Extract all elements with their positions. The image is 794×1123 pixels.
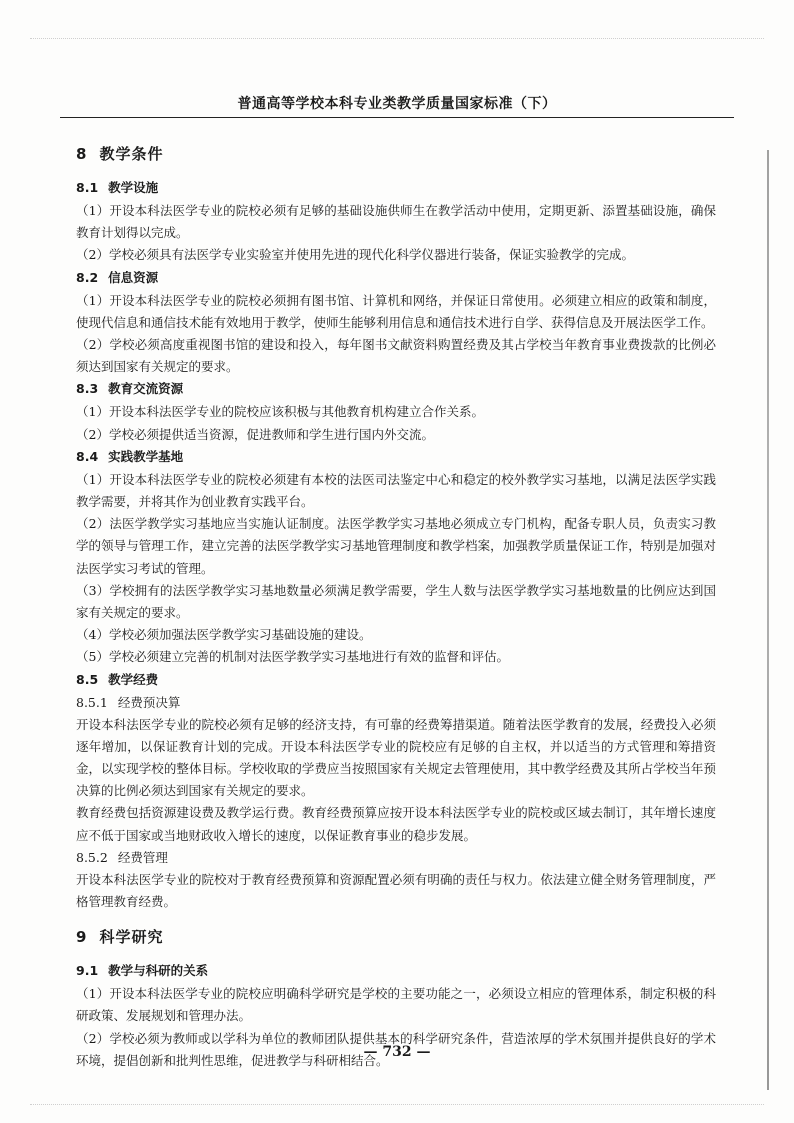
scan-edge-shadow	[767, 150, 769, 1090]
paragraph: （2）学校必须提供适当资源，促进教师和学生进行国内外交流。	[76, 426, 434, 442]
subsection-heading: 8.2 信息资源	[76, 269, 159, 285]
paragraph: （5）学校必须建立完善的机制对法医学教学实习基地进行有效的监督和评估。	[76, 649, 509, 665]
paragraph: （1）开设本科法医学专业的院校必须有足够的基础设施供师生在教学活动中使用，定期更新、添置基础设施，确保教育计划得以完成。	[76, 203, 716, 241]
sub-subsection-heading: 8.5.2 经费管理	[76, 849, 168, 865]
page-body	[76, 143, 716, 1072]
section-heading: 9 科学研究	[76, 928, 164, 947]
paragraph: 教育经费包括资源建设费及教学运行费。教育经费预算应按开设本科法医学专业的院校或区域去制订，其年增长速度应不低于国家或当地财政收入增长的速度，以保证教育事业的稳步发展。	[76, 805, 716, 843]
section-heading: 8 教学条件	[76, 145, 164, 163]
paragraph: （2）法医学教学实习基地应当实施认证制度。法医学教学实习基地必须成立专门机构，配备专职人员，负责实习教学的领导与管理工作，建立完善的法医学教学实习基地管理制度和教学档案，加强教学质量保证工作，特别是加强对法医学实习考试的管理。	[76, 516, 716, 576]
paragraph: （4）学校必须加强法医学教学实习基础设施的建设。	[76, 627, 372, 643]
page-number: — 732 —	[363, 1044, 431, 1060]
scan-artifact-bottom	[30, 1104, 764, 1106]
subsection-heading: 8.4 实践教学基地	[76, 448, 184, 464]
running-header: 普通高等学校本科专业类教学质量国家标准（下）	[237, 96, 557, 112]
paragraph: （2）学校必须具有法医学专业实验室并使用先进的现代化科学仪器进行装备，保证实验教学的完成。	[76, 247, 634, 263]
paragraph: （1）开设本科法医学专业的院校必须建有本校的法医司法鉴定中心和稳定的校外教学实习基地，以满足法医学实践教学需要，并将其作为创业教育实践平台。	[76, 471, 716, 510]
paragraph: （1）开设本科法医学专业的院校必须拥有图书馆、计算机和网络，并保证日常使用。必须建立相应的政策和制度，使现代信息和通信技术能有效地用于教学，使师生能够利用信息和通信技术进行自学、获得信息及开展法医学工作。	[76, 292, 716, 330]
paragraph: 开设本科法医学专业的院校必须有足够的经济支持，有可靠的经费筹措渠道。随着法医学教育的发展，经费投入必须逐年增加，以保证教育计划的完成。开设本科法医学专业的院校应有足够的自主权，并以适当的方式管理和筹措资金，以实现学校的整体目标。学校收取的学费应当按照国家有关规定去管理使用，其中教学经费及其所占学校当年预决算的比例必须达到国家有关规定的要求。	[76, 716, 716, 799]
header-rule	[60, 117, 734, 118]
sub-subsection-heading: 8.5.1 经费预决算	[76, 694, 181, 710]
paragraph: （2）学校必须为教师或以学科为单位的教师团队提供基本的科学研究条件，营造浓厚的学术氛围并提供良好的学术环境，提倡创新和批判性思维，促进教学与科研相结合。	[76, 1030, 716, 1068]
paragraph: 开设本科法医学专业的院校对于教育经费预算和资源配置必须有明确的责任与权力。依法建立健全财务管理制度，严格管理教育经费。	[76, 871, 716, 910]
subsection-heading: 9.1 教学与科研的关系	[76, 963, 209, 979]
subsection-heading: 8.5 教学经费	[76, 671, 159, 687]
subsection-heading: 8.1 教学设施	[76, 180, 159, 195]
paragraph: （1）开设本科法医学专业的院校应该积极与其他教育机构建立合作关系。	[76, 404, 484, 420]
paragraph: （3）学校拥有的法医学教学实习基地数量必须满足教学需要，学生人数与法医学教学实习基地数量的比例应达到国家有关规定的要求。	[76, 582, 716, 621]
paragraph: （2）学校必须高度重视图书馆的建设和投入，每年图书文献资料购置经费及其占学校当年教育事业费拨款的比例必须达到国家有关规定的要求。	[76, 337, 716, 375]
subsection-heading: 8.3 教育交流资源	[76, 381, 184, 397]
paragraph: （1）开设本科法医学专业的院校应明确科学研究是学校的主要功能之一，必须设立相应的管理体系，制定积极的科研政策、发展规划和管理办法。	[76, 986, 716, 1024]
scan-artifact-top	[30, 38, 764, 40]
